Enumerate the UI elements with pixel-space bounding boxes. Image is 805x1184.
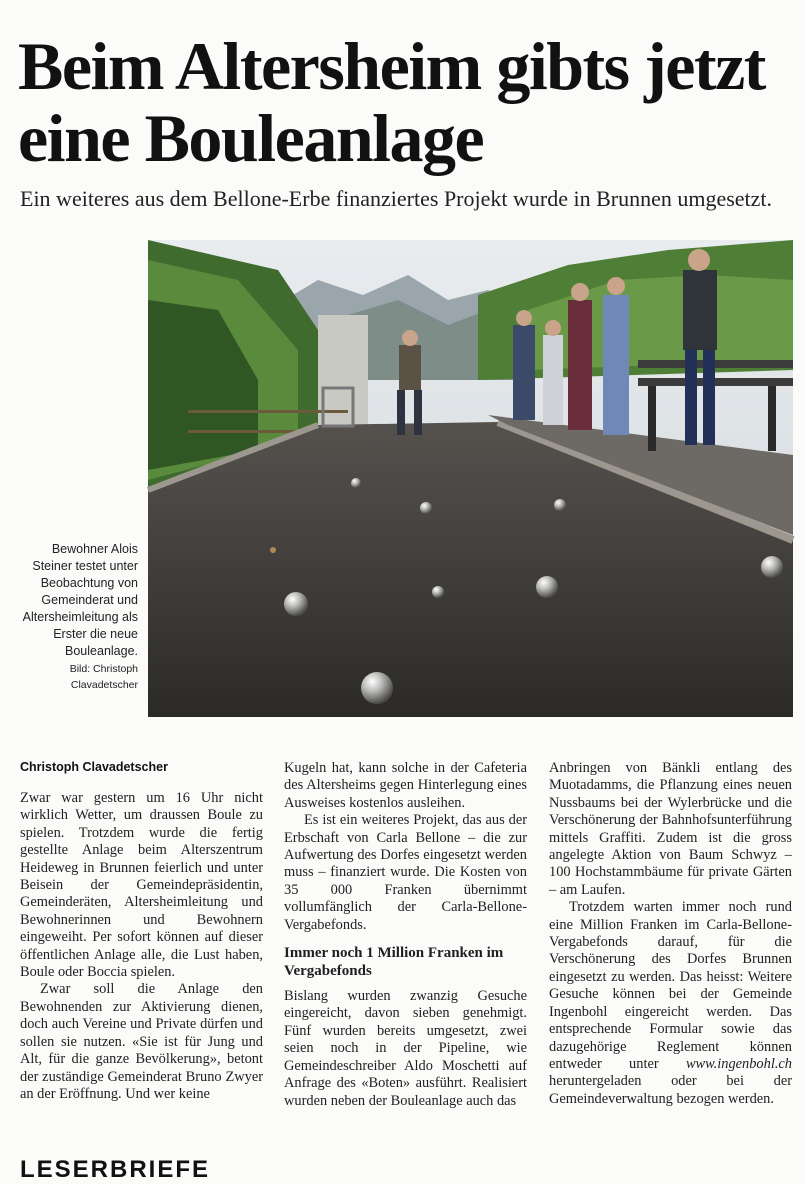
section-subhead: Immer noch 1 Million Franken im Vergabefonds — [284, 945, 504, 980]
website-link[interactable]: www.ingenbohl.ch — [685, 1055, 792, 1072]
paragraph: Anbringen von Bänkli entlang des Muotadamms, die Pflanzung eines neuen Nussbaums bei der Wylerbrücke und die Verschönerung der Bahnhofsunterführung mittels Graffiti. Zudem ist die gross angelegte Aktion von Baum Schwyz – 100 Hochstammbäume für private Gärten – am Laufen. — [549, 760, 792, 898]
headline: Beim Altersheim gibts jetzt eine Bouleanlage — [18, 28, 765, 176]
body-column-1 — [20, 790, 263, 1103]
next-section-title: LESERBRIEFE — [20, 1156, 211, 1183]
paragraph: Zwar soll die Anlage den Bewohnenden zur Aktivierung dienen, doch auch Vereine und Private dürfen und sollen sie nutzen. «Sie ist für Jung und Alt, für die ganze Bevölkerung», betont der zuständige Gemeinderat Bruno Zwyer an der Eröffnung. Und wer keine — [20, 981, 263, 1102]
paragraph: Bislang wurden zwanzig Gesuche eingereicht, davon sieben genehmigt. Fünf wurden bereits umgesetzt, zwei seien noch in der Pipeline, wie Gemeindeschreiber Aldo Moschetti auf Anfrage des «Boten» ausführt. Realisiert wurden neben der Bouleanlage auch das — [284, 988, 527, 1109]
paragraph-text: Trotzdem warten immer noch rund eine Million Franken im Carla-Bellone-Vergabefonds darauf, für die Verschönerung des Dorfes Brunnen eingesetzt zu werden. Das heisst: Weitere Gesuche können bei der Gemeinde Ingenbohl eingereicht werden. Das entsprechende Formular sowie das dazugehörige Reglement können entweder unter — [549, 899, 792, 1072]
caption-text: Bewohner Alois Steiner testet unter Beobachtung von Gemeinderat und Altersheimleitung als Erster die neue Bouleanlage. — [22, 542, 138, 658]
photo-caption — [20, 541, 138, 693]
author-byline: Christoph Clavadetscher — [20, 760, 168, 774]
article-photo — [148, 240, 793, 717]
next-section-header — [0, 1150, 805, 1183]
paragraph: Zwar war gestern um 16 Uhr nicht wirklich Wetter, um draussen Boule zu spielen. Trotzdem wurde die fertig gestellte Anlage beim Alterszentrum Heideweg in Brunnen feierlich und unter Beisein der Gemeindepräsidentin, Gemeinderäten, Altersheimleitung und Bewohnerinnen und Bewohnern eingeweiht. Per sofort können auf dieser öffentlichen Anlage alle, die Lust haben, Boule oder Boccia spielen. — [20, 790, 263, 981]
paragraph: Kugeln hat, kann solche in der Cafeteria des Altersheims gegen Hinterlegung eines Ausweises kostenlos ausleihen. — [284, 760, 527, 811]
body-column-2 — [284, 760, 527, 1110]
paragraph — [549, 899, 792, 1108]
photo-credit: Bild: Christoph Clavadetscher — [69, 663, 138, 691]
paragraph-text: heruntergeladen oder bei der Gemeindeverwaltung bezogen werden. — [549, 1073, 792, 1107]
body-column-3 — [549, 760, 792, 1108]
subheadline: Ein weiteres aus dem Bellone-Erbe finanziertes Projekt wurde in Brunnen umgesetzt. — [20, 186, 773, 211]
paragraph: Es ist ein weiteres Projekt, das aus der Erbschaft von Carla Bellone – die zur Aufwertung des Dorfes eingesetzt werden muss – finanziert wurde. Die Kosten von 35 000 Franken übernimmt vollumfänglich der Carla-Bellone-Vergabefonds. — [284, 812, 527, 933]
